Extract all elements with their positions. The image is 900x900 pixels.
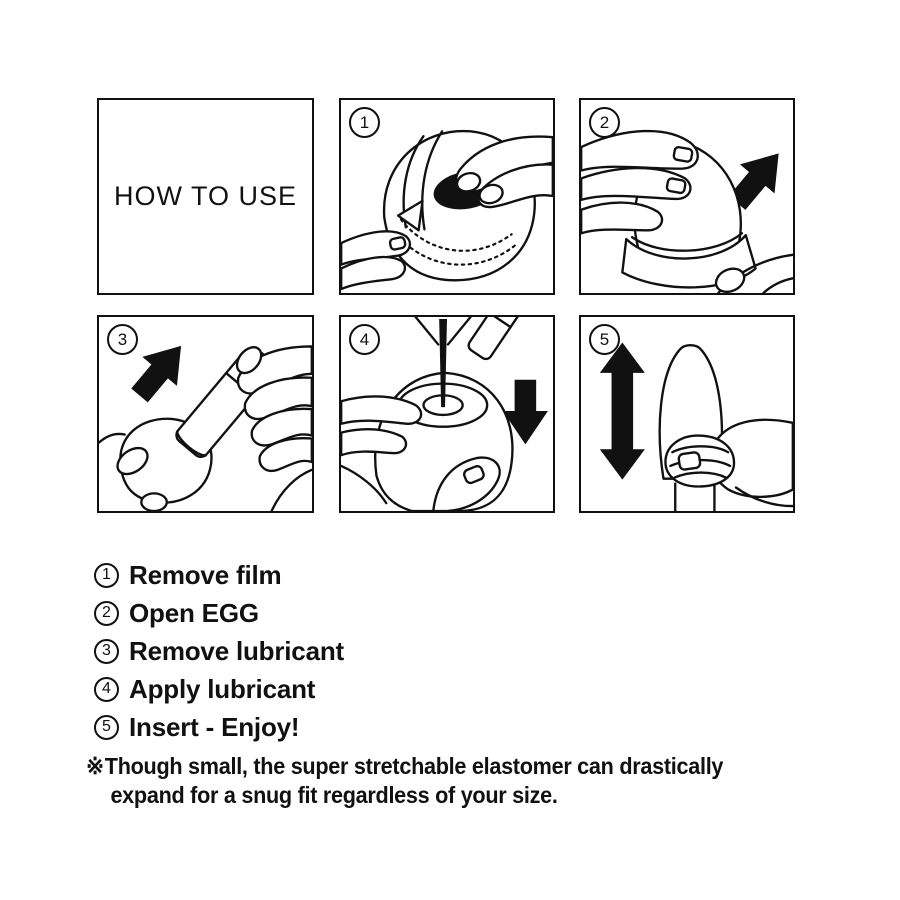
step-number: 4 [94, 677, 119, 702]
list-item [94, 670, 344, 708]
panel-apply-lubricant [339, 315, 555, 513]
footnote [86, 752, 819, 810]
step-label: Remove lubricant [129, 635, 344, 666]
capsule-body [466, 317, 523, 361]
list-item [94, 632, 344, 670]
thumbnail [678, 452, 701, 470]
step-list [94, 556, 344, 746]
panel-open-egg [579, 98, 795, 295]
footnote-line: expand for a snug fit regardless of your size. [110, 782, 558, 808]
footnote-line [86, 752, 819, 781]
fingernail [666, 178, 686, 194]
step-label: Insert - Enjoy! [129, 711, 300, 742]
thumb [581, 203, 662, 234]
panel-number-badge: 2 [589, 107, 620, 138]
panel-insert-enjoy [579, 315, 795, 513]
panel-number-badge: 4 [349, 324, 380, 355]
wrist-line [763, 278, 792, 293]
title-panel [97, 98, 314, 295]
step-number: 5 [94, 715, 119, 740]
finger-tip [141, 493, 166, 511]
wrist-line [99, 434, 124, 442]
step-label: Apply lubricant [129, 673, 316, 704]
panel-number-badge: 3 [107, 324, 138, 355]
step-number: 3 [94, 639, 119, 664]
list-item [94, 594, 344, 632]
panel-remove-lubricant [97, 315, 314, 513]
step-label: Remove film [129, 559, 282, 590]
panel-remove-film [339, 98, 555, 295]
lubricant-capsule [466, 317, 523, 361]
wrist-line [272, 470, 312, 511]
panel-number-badge: 1 [349, 107, 380, 138]
reference-mark: ※ [86, 753, 104, 779]
page-title: HOW TO USE [113, 181, 298, 211]
footnote-text: Though small, the super stretchable elastomer can drastically [104, 753, 724, 779]
list-item [94, 556, 344, 594]
panel-number-badge: 5 [589, 324, 620, 355]
step-label: Open EGG [129, 597, 259, 628]
capsule-funnel-line [448, 317, 471, 344]
step-number: 2 [94, 601, 119, 626]
step-number: 1 [94, 563, 119, 588]
list-item [94, 708, 344, 746]
capsule-funnel-line [416, 317, 439, 344]
arrow-up-down-icon [600, 342, 645, 479]
fingernail [389, 237, 406, 251]
finger [341, 429, 406, 455]
fingernail [673, 147, 693, 163]
